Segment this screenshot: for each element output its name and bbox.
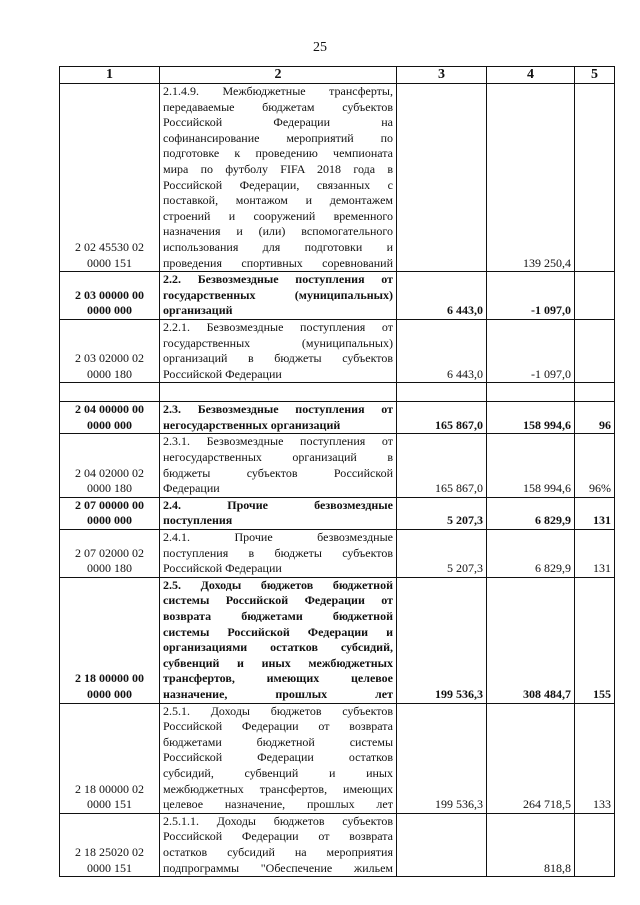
row-description xyxy=(160,272,397,320)
row-col5: 155 xyxy=(575,577,615,703)
row-col4: 139 250,4 xyxy=(487,84,575,272)
row-description-line xyxy=(163,386,393,402)
row-code-line: 2 18 00000 02 xyxy=(75,781,144,796)
table-body xyxy=(60,84,615,877)
row-code-line: 2 07 02000 02 xyxy=(75,545,144,560)
table-row xyxy=(60,577,615,703)
page-number: 25 xyxy=(313,40,327,55)
row-col3: 165 867,0 xyxy=(397,402,487,434)
row-description-line: 2.2. Безвозмездные поступления от xyxy=(163,272,393,287)
row-description-line: подпрограммы "Обеспечение жильем xyxy=(163,860,393,875)
row-description-line: поступления в бюджеты субъектов xyxy=(163,545,393,560)
row-description-line: Российской Федерации xyxy=(163,561,282,576)
row-code-line: 0000 180 xyxy=(87,561,132,576)
row-code xyxy=(60,813,160,876)
header-col-2: 2 xyxy=(160,67,397,84)
table-row xyxy=(60,402,615,434)
row-description-line: возврата бюджетами бюджетной xyxy=(163,609,393,623)
row-description-line: межбюджетных трансфертов, имеющих xyxy=(163,781,393,796)
row-description xyxy=(160,530,397,578)
row-code xyxy=(60,383,160,402)
row-code xyxy=(60,530,160,578)
row-description-line: Российской Федерации от возврата xyxy=(163,829,393,844)
row-description-line: целевое назначение, прошлых лет xyxy=(163,797,393,812)
row-description-line: 2.5. Доходы бюджетов бюджетной xyxy=(163,577,393,592)
row-code-line: 0000 180 xyxy=(87,481,132,496)
row-code-line: 0000 000 xyxy=(87,417,132,432)
row-code xyxy=(60,319,160,382)
row-description-line: Федерации xyxy=(163,481,220,496)
table-row xyxy=(60,813,615,876)
row-description-line: остатков субсидий на мероприятия xyxy=(163,844,393,859)
row-col4: -1 097,0 xyxy=(487,319,575,382)
row-description-line: негосударственных организаций xyxy=(163,417,341,432)
row-description-line: субвенций и иных межбюджетных xyxy=(163,655,393,670)
row-description xyxy=(160,813,397,876)
revenue-table xyxy=(59,66,615,877)
row-col3 xyxy=(397,84,487,272)
table-row xyxy=(60,703,615,813)
row-description-line: 2.5.1. Доходы бюджетов субъектов xyxy=(163,703,393,718)
row-col4: -1 097,0 xyxy=(487,272,575,320)
row-description xyxy=(160,319,397,382)
row-code-line: 0000 000 xyxy=(87,303,132,318)
row-col3: 165 867,0 xyxy=(397,434,487,497)
row-code xyxy=(60,577,160,703)
row-col5: 131 xyxy=(575,497,615,529)
row-col5: 131 xyxy=(575,530,615,578)
row-description-line: бюджетами бюджетной системы xyxy=(163,734,393,749)
row-code-line: 2 07 00000 00 xyxy=(75,497,144,512)
row-col3: 199 536,3 xyxy=(397,577,487,703)
header-col-1: 1 xyxy=(60,67,160,84)
row-col4: 264 718,5 xyxy=(487,703,575,813)
row-description-line: системы Российской Федерации и xyxy=(163,624,393,639)
row-code-line: 0000 151 xyxy=(87,255,132,270)
row-col4: 6 829,9 xyxy=(487,497,575,529)
row-description-line: софинансирование мероприятий по xyxy=(163,130,393,145)
row-code-line: 2 04 00000 00 xyxy=(75,402,144,417)
header-col-5: 5 xyxy=(575,67,615,84)
row-code-line: 0000 000 xyxy=(87,686,132,701)
row-description-line: бюджеты субъектов Российской xyxy=(163,465,393,480)
row-col3: 5 207,3 xyxy=(397,530,487,578)
header-row xyxy=(60,67,615,84)
row-description-line: негосударственных организаций в xyxy=(163,450,393,465)
row-description-line: назначение, прошлых лет xyxy=(163,686,393,701)
row-description xyxy=(160,84,397,272)
row-description-line: назначения и (или) вспомогательного xyxy=(163,224,393,239)
row-description-line: Российской Федерации от возврата xyxy=(163,719,393,734)
row-description-line: трансфертов, имеющих целевое xyxy=(163,671,393,686)
row-description-line: Российской Федерации xyxy=(163,366,282,381)
row-code-line: 0000 151 xyxy=(87,860,132,875)
row-col3: 199 536,3 xyxy=(397,703,487,813)
row-description-line: 2.5.1.1. Доходы бюджетов субъектов xyxy=(163,813,393,828)
row-description-line: организаций xyxy=(163,303,233,318)
row-description-line: поставкой, монтажом и демонтажем xyxy=(163,193,393,208)
row-col4: 818,8 xyxy=(487,813,575,876)
row-description xyxy=(160,434,397,497)
row-description-line: Российской Федерации остатков xyxy=(163,750,393,765)
row-description-line: использования для подготовки и xyxy=(163,239,393,254)
row-col5 xyxy=(575,319,615,382)
row-description-line: 2.2.1. Безвозмездные поступления от xyxy=(163,319,393,334)
row-col5 xyxy=(575,383,615,402)
row-description xyxy=(160,402,397,434)
table-row xyxy=(60,497,615,529)
row-description-line: организациями остатков субсидий, xyxy=(163,640,393,655)
row-code-line: 2 03 02000 02 xyxy=(75,351,144,366)
row-col3: 6 443,0 xyxy=(397,272,487,320)
row-code-line: 0000 000 xyxy=(87,513,132,528)
row-code-line: 2 03 00000 00 xyxy=(75,287,144,302)
header-col-3: 3 xyxy=(397,67,487,84)
row-description-line: 2.1.4.9. Межбюджетные трансферты, xyxy=(163,84,393,98)
row-description-line: Российской Федерации на xyxy=(163,115,393,130)
row-col5: 96% xyxy=(575,434,615,497)
row-code-line: 2 18 00000 00 xyxy=(75,671,144,686)
row-description-line: строений и сооружений временного xyxy=(163,208,393,223)
row-code-line xyxy=(63,386,156,402)
row-code xyxy=(60,84,160,272)
table-row xyxy=(60,84,615,272)
row-col4: 308 484,7 xyxy=(487,577,575,703)
row-code-line: 2 04 02000 02 xyxy=(75,465,144,480)
row-code xyxy=(60,434,160,497)
row-col5 xyxy=(575,272,615,320)
row-col3 xyxy=(397,383,487,402)
row-code xyxy=(60,497,160,529)
row-col4: 158 994,6 xyxy=(487,434,575,497)
row-description-line: 2.4.1. Прочие безвозмездные xyxy=(163,530,393,545)
row-description-line: государственных (муниципальных) xyxy=(163,335,393,350)
row-description-line: передаваемые бюджетам субъектов xyxy=(163,99,393,114)
row-col3: 5 207,3 xyxy=(397,497,487,529)
row-description-line: Российской Федерации, связанных с xyxy=(163,177,393,192)
row-code xyxy=(60,703,160,813)
row-description-line: поступления xyxy=(163,513,233,528)
row-description-line: субсидий, субвенций и иных xyxy=(163,765,393,780)
row-code-line: 2 02 45530 02 xyxy=(75,239,144,254)
table-row xyxy=(60,319,615,382)
table-row xyxy=(60,383,615,402)
row-code-line: 2 18 25020 02 xyxy=(75,844,144,859)
row-col4: 158 994,6 xyxy=(487,402,575,434)
row-description-line: 2.4. Прочие безвозмездные xyxy=(163,497,393,512)
row-description-line: проведения спортивных соревнований xyxy=(163,255,393,270)
row-description-line: мира по футболу FIFA 2018 года в xyxy=(163,161,393,176)
row-description-line: подготовке к проведению чемпионата xyxy=(163,146,393,161)
row-description xyxy=(160,383,397,402)
row-description-line: 2.3.1. Безвозмездные поступления от xyxy=(163,434,393,449)
row-description xyxy=(160,703,397,813)
row-code-line: 0000 151 xyxy=(87,797,132,812)
row-col5 xyxy=(575,813,615,876)
row-code-line: 0000 180 xyxy=(87,366,132,381)
header-col-4: 4 xyxy=(487,67,575,84)
row-description-line: организаций в бюджеты субъектов xyxy=(163,351,393,366)
row-col5 xyxy=(575,84,615,272)
table-row xyxy=(60,272,615,320)
row-description-line: 2.3. Безвозмездные поступления от xyxy=(163,402,393,417)
row-col5: 133 xyxy=(575,703,615,813)
row-col4 xyxy=(487,383,575,402)
row-description xyxy=(160,497,397,529)
row-col4: 6 829,9 xyxy=(487,530,575,578)
row-code xyxy=(60,402,160,434)
row-col3: 6 443,0 xyxy=(397,319,487,382)
table-row xyxy=(60,530,615,578)
row-description-line: государственных (муниципальных) xyxy=(163,287,393,302)
row-description-line: системы Российской Федерации от xyxy=(163,593,393,608)
row-col5: 96 xyxy=(575,402,615,434)
table-row xyxy=(60,434,615,497)
row-code xyxy=(60,272,160,320)
row-description xyxy=(160,577,397,703)
row-col3 xyxy=(397,813,487,876)
